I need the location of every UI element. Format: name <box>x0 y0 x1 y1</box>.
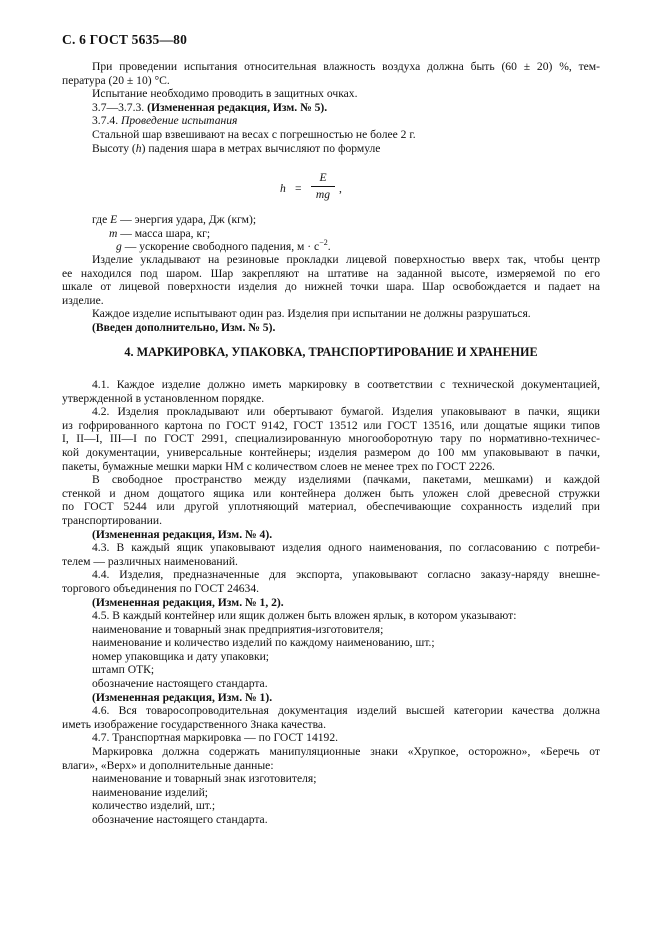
formula-legend <box>62 213 600 254</box>
paragraph: Каждое изделие испытывают один раз. Изделия при испытании не должны разрушаться. <box>92 307 531 321</box>
formula-fraction <box>311 171 335 202</box>
clause-3-7-3 <box>62 101 600 115</box>
paragraph-line: Изделие укладывают на резиновые прокладки лицевой поверхностью вверх так, чтобы центр <box>92 253 600 266</box>
amendment-note: (Измененная редакция, Изм. № 4). <box>92 527 273 541</box>
paragraph-line: 4.4. Изделия, предназначенные для экспорта, упаковывают согласно заказу-наряду внешне- <box>92 568 600 582</box>
symbol-g: g <box>116 240 122 254</box>
paragraph-line: кой документации, универсальные контейнеры; изделия размером до 100 мм упаковывают в пачки, <box>62 445 600 459</box>
paragraph-line: торгового объединения по ГОСТ 24634. <box>62 581 260 595</box>
list-item: наименование и товарный знак изготовителя; <box>92 772 317 786</box>
text-run: Высоту ( <box>92 141 136 155</box>
paragraph-line: пература (20 ± 10) °С. <box>62 73 170 87</box>
paragraph-line: изделие. <box>62 293 104 307</box>
legend-line-e <box>62 213 600 227</box>
fraction-bar <box>311 186 335 187</box>
paragraph-line: транспортировании. <box>62 513 162 527</box>
list-item: обозначение настоящего стандарта. <box>92 677 268 691</box>
list-item: штамп ОТК; <box>92 663 155 677</box>
legend-line-m <box>62 227 600 241</box>
clause-3-7-4 <box>62 114 600 128</box>
paragraph: Испытание необходимо проводить в защитных очках. <box>92 87 358 101</box>
list-item: обозначение настоящего стандарта. <box>92 813 268 826</box>
paragraph-line: из гофрированного картона по ГОСТ 9142, ГОСТ 13512 или ГОСТ 13516, или дощатые ящики типов <box>62 418 600 432</box>
section-4-block <box>62 378 600 827</box>
paragraph-line: ее находился под шаром. Шар закрепляют на штативе на заданной высоте, измеряемой по его <box>62 266 600 280</box>
amendment-note: (Измененная редакция, Изм. № 1, 2). <box>92 595 284 609</box>
paragraph-line: 4.1. Каждое изделие должно иметь маркировку в соответствии с технической документацией, <box>92 378 600 391</box>
text-run: — ускорение свободного падения, м · с <box>121 240 320 254</box>
clause-number: 3.7.4. <box>92 114 121 128</box>
paragraph-line: по ГОСТ 5244 или другой уплотняющий материал, обеспечивающие сохранность изделий при <box>62 500 600 514</box>
paragraph-line: влаги», «Верх» и дополнительные данные: <box>62 758 274 772</box>
amendment-note: (Измененная редакция, Изм. № 5). <box>147 100 328 114</box>
section-3-7-block <box>62 60 600 155</box>
symbol-h: h <box>135 141 142 155</box>
paragraph-line: 4.2. Изделия прокладывают или обертывают бумагой. Изделия упаковывают в пачки, ящики <box>92 405 600 419</box>
test-procedure-block <box>62 253 600 335</box>
formula-equals: = <box>295 182 302 195</box>
paragraph-line: 4.6. Вся товаросопроводительная документация изделий высшей категории качества должна <box>92 704 600 718</box>
formula <box>278 171 398 207</box>
amendment-note: (Введен дополнительно, Изм. № 5). <box>92 320 276 334</box>
paragraph: 4.7. Транспортная маркировка — по ГОСТ 14192. <box>92 731 339 745</box>
text-run: где <box>92 213 111 226</box>
superscript: −2 <box>319 238 328 248</box>
paragraph-line: утвержденной в установленном порядке. <box>62 391 265 405</box>
formula-numerator: E <box>319 171 327 184</box>
list-item: наименование изделий; <box>92 785 208 799</box>
paragraph-line: Маркировка должна содержать манипуляционные знаки «Хрупкое, осторожно», «Беречь от <box>92 745 600 759</box>
amendment-note: (Измененная редакция, Изм. № 1). <box>92 690 273 704</box>
text-run: — энергия удара, Дж (кгм); <box>117 213 257 226</box>
clause-title: Проведение испытания <box>120 114 238 128</box>
paragraph-line: При проведении испытания относительная влажность воздуха должна быть (60 ± 20) %, тем- <box>92 60 600 73</box>
formula-lhs: h <box>280 182 286 195</box>
paragraph-line: шкале от лицевой поверхности изделия до нижней точки шара. Шар освобождается и падает на <box>62 280 600 294</box>
paragraph <box>62 142 600 156</box>
paragraph-line: I, II—I, III—I по ГОСТ 2991, специализированную многооборотную тару по нормативно-техничес- <box>62 432 600 446</box>
formula-comma: , <box>339 182 342 195</box>
text-run: . <box>327 240 331 254</box>
clause-number: 3.7—3.7.3. <box>92 100 148 114</box>
paragraph-line: стенкой и дном дощатого ящика или контейнера должен быть уложен слой древесной стружки <box>62 486 600 500</box>
list-item: наименование и товарный знак предприятия-изготовителя; <box>92 622 384 636</box>
paragraph-line: телем — различных наименований. <box>62 554 238 568</box>
symbol-e: E <box>110 213 118 226</box>
formula-denominator: mg <box>315 188 331 201</box>
text-run: — масса шара, кг; <box>117 226 211 240</box>
text-run: ) падения шара в метрах вычисляют по формуле <box>141 141 381 155</box>
legend-line-g <box>62 240 600 254</box>
list-item: номер упаковщика и дату упаковки; <box>92 649 270 663</box>
list-item: количество изделий, шт.; <box>92 799 216 813</box>
section-heading: 4. МАРКИРОВКА, УПАКОВКА, ТРАНСПОРТИРОВАНИЕ И ХРАНЕНИЕ <box>124 345 538 359</box>
paragraph-line: пакеты, бумажные мешки марки НМ с количеством слоев не менее трех по ГОСТ 2226. <box>62 459 495 473</box>
paragraph: Стальной шар взвешивают на весах с погрешностью не более 2 г. <box>92 127 416 141</box>
paragraph-line: 4.3. В каждый ящик упаковывают изделия одного наименования, по согласованию с потреби- <box>92 541 600 555</box>
paragraph-line: иметь изображение государственного Знака качества. <box>62 717 326 731</box>
symbol-m: m <box>109 226 118 240</box>
list-item: наименование и количество изделий по каждому наименованию, шт.; <box>92 636 435 650</box>
page-header: С. 6 ГОСТ 5635—80 <box>62 32 188 47</box>
paragraph: 4.5. В каждый контейнер или ящик должен быть вложен ярлык, в котором указывают: <box>92 609 517 623</box>
paragraph-line: В свободное пространство между изделиями (пачками, пакетами, мешками) и каждой <box>92 473 600 487</box>
